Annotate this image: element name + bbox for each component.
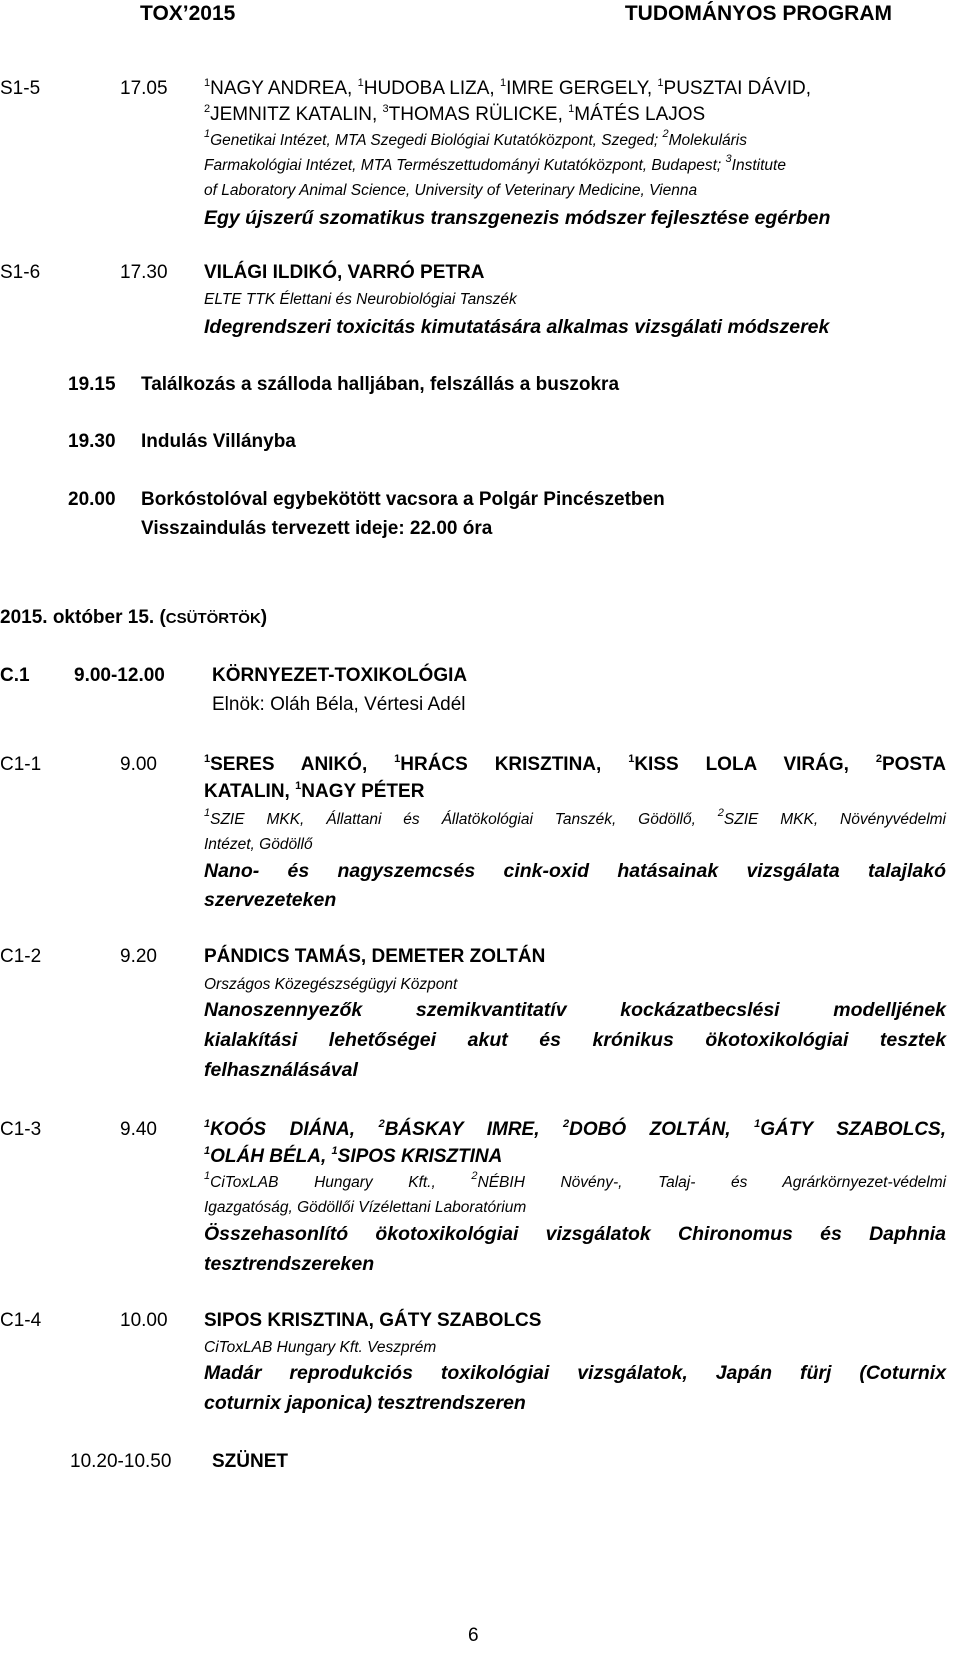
talk-title: Egy újszerű szomatikus transzgenezis módszer fejlesztése egérben xyxy=(204,207,831,229)
line-word: $^1$KOÓS DIÁNA, xyxy=(204,1118,356,1140)
line-word: Gödöllő, xyxy=(638,811,696,828)
talk-affiliation: ELTE TTK Élettani és Neurobiológiai Tanszék xyxy=(204,291,517,308)
title-word: és xyxy=(539,1029,561,1051)
author-name: JEMNITZ KATALIN, xyxy=(210,104,383,125)
event-text: Indulás Villányba xyxy=(141,431,296,452)
author-name: THOMAS RÜLICKE, xyxy=(388,104,569,125)
talk-title-line-2: coturnix japonica) tesztrendszeren xyxy=(204,1392,526,1414)
talk-authors: SIPOS KRISZTINA, GÁTY SZABOLCS xyxy=(204,1310,542,1331)
title-word: ökotoxikológiai xyxy=(705,1029,849,1051)
title-word: lehetőségei xyxy=(328,1029,437,1051)
title-word: Madár xyxy=(204,1362,262,1384)
talk-affiliation-line-2: Intézet, Gödöllő xyxy=(204,836,313,853)
talk-time: 17.30 xyxy=(120,262,168,283)
talk-time: 9.00 xyxy=(120,754,157,775)
break-label: SZÜNET xyxy=(212,1451,288,1472)
title-word: tesztek xyxy=(879,1029,947,1051)
line-word: Agrárkörnyezet-védelmi xyxy=(782,1174,947,1191)
title-word: fürj xyxy=(800,1362,832,1384)
title-word: vizsgálatok xyxy=(545,1223,651,1245)
page-number: 6 xyxy=(468,1625,479,1646)
line-word: $^2$NÉBIH xyxy=(471,1170,525,1191)
author-name: IMRE GERGELY, xyxy=(506,78,658,99)
event-note: Visszaindulás tervezett ideje: 22.00 óra xyxy=(141,518,493,539)
title-word: szemikvantitatív xyxy=(415,999,567,1021)
talk-authors-line-1 xyxy=(204,74,811,103)
title-word: és xyxy=(287,860,310,882)
talk-time: 10.00 xyxy=(120,1310,168,1331)
line-word: $^1$SZIE MKK, xyxy=(204,807,305,828)
affiliation-marker: 1 xyxy=(568,103,575,115)
line-word: $^1$SERES ANIKÓ, xyxy=(204,753,368,775)
title-word: Összehasonlító xyxy=(204,1223,349,1245)
line-word: $^1$CiToxLAB xyxy=(204,1170,279,1191)
line-word: Kft., xyxy=(408,1174,436,1191)
session-code: C.1 xyxy=(0,665,30,686)
talk-title-line-1 xyxy=(204,1357,946,1390)
talk-affiliation-line-1 xyxy=(204,807,946,833)
title-word: talajlakó xyxy=(867,860,946,882)
title-word: modelljének xyxy=(833,999,947,1021)
title-word: nagyszemcsés xyxy=(337,860,476,882)
author-name: PUSZTAI DÁVID, xyxy=(663,78,811,99)
title-word: krónikus xyxy=(592,1029,674,1051)
affiliation-marker: 1 xyxy=(499,77,507,89)
line-word: $^1$HRÁCS KRISZTINA, xyxy=(394,753,602,775)
author-name: MÁTÉS LAJOS xyxy=(574,104,706,125)
affiliation-marker: 1 xyxy=(331,1145,338,1157)
line-word: Növényvédelmi xyxy=(840,811,946,828)
talk-affiliation: CiToxLAB Hungary Kft. Veszprém xyxy=(204,1339,437,1356)
affiliation-marker: 1 xyxy=(204,1145,211,1157)
talk-affiliation: Országos Közegészségügyi Központ xyxy=(204,976,458,993)
line-word: Talaj- xyxy=(658,1174,696,1191)
talk-title-line-1 xyxy=(204,994,946,1027)
line-word: Állatökológiai xyxy=(441,811,533,828)
event-time: 19.15 xyxy=(68,374,116,395)
talk-affiliation-line-2: Igazgatóság, Gödöllői Vízélettani Laboratórium xyxy=(204,1199,527,1216)
title-word: Japán xyxy=(715,1362,773,1384)
line-word: $^1$GÁTY SZABOLCS, xyxy=(754,1118,946,1140)
affiliation-marker: 2 xyxy=(204,103,211,115)
author-name: OLÁH BÉLA, xyxy=(210,1146,332,1167)
talk-affiliation-line-1: $^1$Genetikai Intézet, MTA Szegedi Biológiai Kutatóközpont, Szeged; $^2$Molekuláris xyxy=(204,128,747,149)
title-word: akut xyxy=(467,1029,508,1051)
author-name: NAGY ANDREA, xyxy=(210,78,358,99)
talk-authors-line-1 xyxy=(204,750,946,779)
event-text: Találkozás a szálloda halljában, felszállás a buszokra xyxy=(141,374,620,395)
talk-time: 9.40 xyxy=(120,1119,157,1140)
line-word: $^2$POSTA xyxy=(875,753,946,775)
title-word: és xyxy=(820,1223,842,1245)
session-title: KÖRNYEZET-TOXIKOLÓGIA xyxy=(212,665,468,686)
line-word: Növény-, xyxy=(560,1174,623,1191)
line-word: és xyxy=(403,811,420,828)
talk-title-line-3: felhasználásával xyxy=(204,1059,358,1081)
talk-authors: PÁNDICS TAMÁS, DEMETER ZOLTÁN xyxy=(204,946,546,967)
talk-authors: VILÁGI ILDIKÓ, VARRÓ PETRA xyxy=(204,262,485,283)
title-word: kialakítási xyxy=(204,1029,298,1051)
affiliation-marker: 1 xyxy=(295,780,302,792)
talk-authors-line-1 xyxy=(204,1115,946,1144)
line-word: Állattani xyxy=(326,811,382,828)
talk-code: C1-3 xyxy=(0,1119,42,1140)
header-left: TOX’2015 xyxy=(140,2,236,25)
talk-title-line-2 xyxy=(204,1024,946,1057)
event-text: Borkóstolóval egybekötött vacsora a Polgár Pincészetben xyxy=(141,489,665,510)
talk-title-line-1 xyxy=(204,1218,946,1251)
talk-code: S1-6 xyxy=(0,262,41,283)
line-word: és xyxy=(731,1174,748,1191)
day-heading: 2015. október 15. (CSÜTÖRTÖK) xyxy=(0,607,268,628)
title-word: (Coturnix xyxy=(859,1362,947,1384)
event-time: 19.30 xyxy=(68,431,116,452)
title-word: hatásainak xyxy=(617,860,719,882)
title-word: reprodukciós xyxy=(289,1362,413,1384)
title-word: kockázatbecslési xyxy=(620,999,780,1021)
talk-affiliation-line-1 xyxy=(204,1170,946,1196)
header-right: TUDOMÁNYOS PROGRAM xyxy=(624,2,892,25)
author-name: NAGY PÉTER xyxy=(301,781,425,802)
session-time: 9.00-12.00 xyxy=(74,665,165,686)
talk-time: 9.20 xyxy=(120,946,157,967)
affiliation-marker: 1 xyxy=(357,77,364,89)
talk-code: C1-2 xyxy=(0,946,42,967)
talk-authors-line-2 xyxy=(204,100,705,129)
line-word: $^1$KISS LOLA VIRÁG, xyxy=(628,753,849,775)
break-time: 10.20-10.50 xyxy=(70,1451,172,1472)
line-word: Hungary xyxy=(314,1174,373,1191)
title-word: vizsgálatok, xyxy=(577,1362,688,1384)
line-word: $^2$BÁSKAY IMRE, xyxy=(378,1118,540,1140)
author-name: HUDOBA LIZA, xyxy=(363,78,500,99)
author-name: SIPOS KRISZTINA xyxy=(337,1146,503,1167)
title-word: ökotoxikológiai xyxy=(375,1223,519,1245)
event-time: 20.00 xyxy=(68,489,116,510)
talk-authors-line-2 xyxy=(204,1142,502,1171)
line-word: $^2$SZIE MKK, xyxy=(717,807,819,828)
affiliation-marker: 1 xyxy=(204,77,211,89)
line-word: $^2$DOBÓ ZOLTÁN, xyxy=(563,1118,731,1140)
affiliation-marker: 3 xyxy=(382,103,389,115)
talk-authors-line-2 xyxy=(204,777,424,806)
talk-code: S1-5 xyxy=(0,78,41,99)
title-word: vizsgálata xyxy=(746,860,840,882)
session-chairs: Elnök: Oláh Béla, Vértesi Adél xyxy=(212,694,466,715)
talk-title-line-2: tesztrendszereken xyxy=(204,1253,375,1275)
line-word: Tanszék, xyxy=(554,811,617,828)
talk-code: C1-1 xyxy=(0,754,42,775)
talk-title: Idegrendszeri toxicitás kimutatására alkalmas vizsgálati módszerek xyxy=(204,316,830,338)
title-word: Chironomus xyxy=(678,1223,793,1245)
affiliation-marker: 1 xyxy=(657,77,664,89)
talk-affiliation-line-3: of Laboratory Animal Science, University of Veterinary Medicine, Vienna xyxy=(204,182,698,199)
title-word: toxikológiai xyxy=(440,1362,550,1384)
title-word: Nanoszennyezők xyxy=(204,999,363,1021)
talk-code: C1-4 xyxy=(0,1310,42,1331)
talk-title-line-2: szervezeteken xyxy=(204,889,337,911)
title-word: Daphnia xyxy=(869,1223,947,1245)
talk-affiliation-line-2: Farmakológiai Intézet, MTA Természettudományi Kutatóközpont, Budapest; $^3$Institute xyxy=(204,153,786,174)
talk-time: 17.05 xyxy=(120,78,168,99)
title-word: Nano- xyxy=(204,860,260,882)
title-word: cink-oxid xyxy=(503,860,590,882)
author-name: KATALIN, xyxy=(204,781,296,802)
